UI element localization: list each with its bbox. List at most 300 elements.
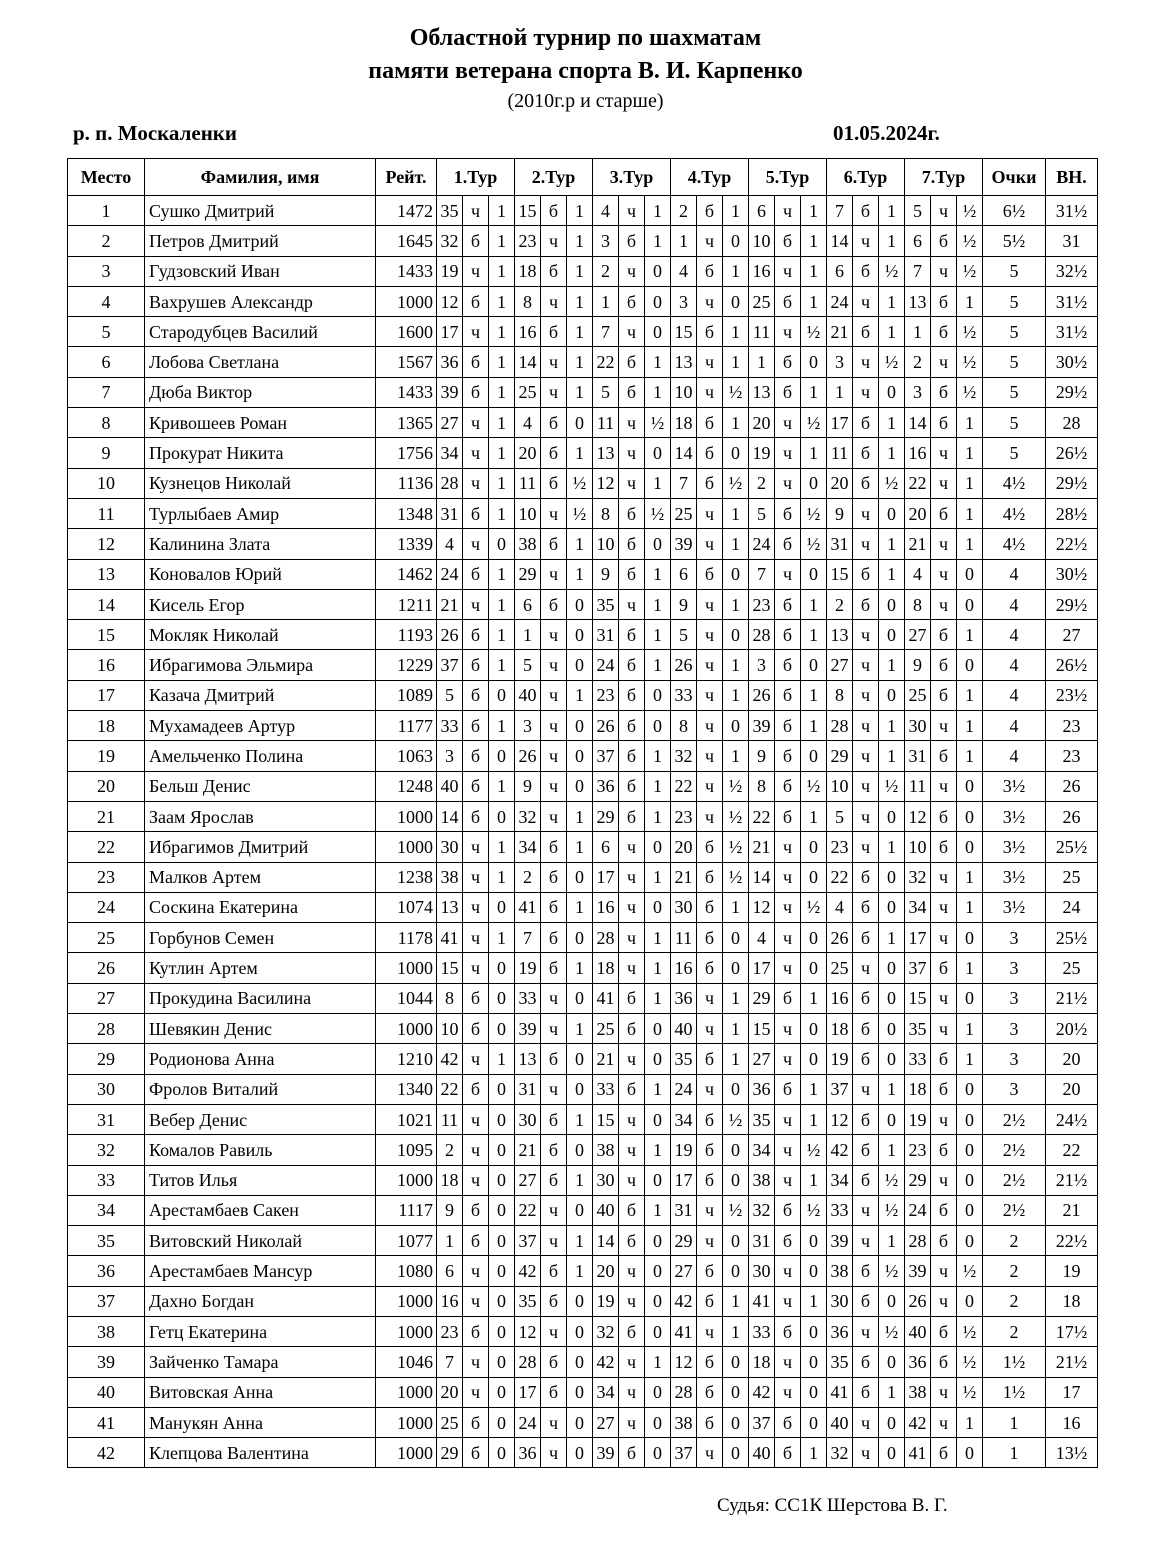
opponent-cell: 26: [437, 620, 463, 650]
opponent-cell: 37: [515, 1226, 541, 1256]
color-cell: б: [853, 438, 879, 468]
rating-cell: 1193: [376, 620, 437, 650]
result-cell: 0: [879, 1014, 905, 1044]
result-cell: 0: [957, 1074, 983, 1104]
opponent-cell: 25: [749, 286, 775, 316]
opponent-cell: 37: [437, 650, 463, 680]
result-cell: 0: [489, 1226, 515, 1256]
result-cell: 0: [489, 741, 515, 771]
result-cell: 1: [879, 286, 905, 316]
points-cell: 2: [983, 1286, 1046, 1316]
color-cell: б: [853, 559, 879, 589]
table-row: [68, 1104, 1098, 1134]
opponent-cell: 31: [671, 1195, 697, 1225]
color-cell: б: [541, 1135, 567, 1165]
opponent-cell: 4: [593, 196, 619, 226]
opponent-cell: 31: [905, 741, 931, 771]
result-cell: 0: [801, 650, 827, 680]
opponent-cell: 9: [749, 741, 775, 771]
result-cell: 1: [567, 347, 593, 377]
color-cell: ч: [619, 1407, 645, 1437]
result-cell: ½: [723, 862, 749, 892]
color-cell: ч: [463, 317, 489, 347]
result-cell: ½: [879, 1165, 905, 1195]
opponent-cell: 10: [515, 498, 541, 528]
place-cell: 24: [68, 892, 145, 922]
opponent-cell: 6: [593, 832, 619, 862]
color-cell: ч: [853, 347, 879, 377]
result-cell: 0: [957, 1195, 983, 1225]
color-cell: б: [931, 408, 957, 438]
result-cell: 1: [489, 438, 515, 468]
result-cell: 0: [567, 1044, 593, 1074]
result-cell: 1: [645, 801, 671, 831]
result-cell: 0: [645, 529, 671, 559]
result-cell: 1: [957, 1044, 983, 1074]
result-cell: 1: [723, 1316, 749, 1346]
opponent-cell: 39: [827, 1226, 853, 1256]
result-cell: 1: [645, 1347, 671, 1377]
result-cell: ½: [801, 529, 827, 559]
color-cell: б: [931, 801, 957, 831]
place-cell: 7: [68, 377, 145, 407]
opponent-cell: 13: [749, 377, 775, 407]
result-cell: ½: [957, 196, 983, 226]
result-cell: 0: [801, 1044, 827, 1074]
opponent-cell: 22: [593, 347, 619, 377]
color-cell: б: [697, 438, 723, 468]
color-cell: б: [931, 1195, 957, 1225]
opponent-cell: 41: [827, 1377, 853, 1407]
color-cell: ч: [775, 317, 801, 347]
opponent-cell: 32: [671, 741, 697, 771]
rating-cell: 1000: [376, 1286, 437, 1316]
result-cell: ½: [801, 1195, 827, 1225]
result-cell: 0: [957, 1286, 983, 1316]
result-cell: 1: [489, 650, 515, 680]
color-cell: б: [697, 408, 723, 438]
opponent-cell: 38: [749, 1165, 775, 1195]
color-cell: ч: [697, 347, 723, 377]
color-cell: б: [775, 1438, 801, 1468]
opponent-cell: 13: [593, 438, 619, 468]
result-cell: 1: [879, 741, 905, 771]
result-cell: 1: [879, 711, 905, 741]
result-cell: 0: [489, 529, 515, 559]
table-row: [68, 347, 1098, 377]
color-cell: ч: [931, 711, 957, 741]
color-cell: б: [541, 1377, 567, 1407]
color-cell: б: [619, 1074, 645, 1104]
points-cell: 3: [983, 953, 1046, 983]
header-row: [68, 159, 1098, 196]
result-cell: 0: [567, 1135, 593, 1165]
table-row: [68, 1377, 1098, 1407]
result-cell: 1: [879, 1377, 905, 1407]
color-cell: ч: [853, 1407, 879, 1437]
opponent-cell: 22: [515, 1195, 541, 1225]
result-cell: 1: [645, 771, 671, 801]
place-cell: 11: [68, 498, 145, 528]
color-cell: б: [931, 1226, 957, 1256]
result-cell: 1: [801, 256, 827, 286]
opponent-cell: 15: [437, 953, 463, 983]
buchholz-cell: 23: [1046, 741, 1098, 771]
opponent-cell: 30: [827, 1286, 853, 1316]
result-cell: 1: [957, 892, 983, 922]
opponent-cell: 37: [593, 741, 619, 771]
color-cell: б: [853, 1044, 879, 1074]
place-cell: 4: [68, 286, 145, 316]
opponent-cell: 17: [671, 1165, 697, 1195]
color-cell: ч: [931, 923, 957, 953]
result-cell: 0: [801, 741, 827, 771]
color-cell: ч: [619, 923, 645, 953]
header-round-2: 2.Тур: [515, 159, 593, 196]
color-cell: б: [463, 1014, 489, 1044]
table-row: [68, 832, 1098, 862]
result-cell: 1: [723, 1044, 749, 1074]
result-cell: 0: [489, 1286, 515, 1316]
points-cell: 2: [983, 1316, 1046, 1346]
color-cell: ч: [463, 196, 489, 226]
opponent-cell: 24: [515, 1407, 541, 1437]
table-row: [68, 741, 1098, 771]
subtitle: (2010г.р и старше): [507, 90, 664, 112]
color-cell: ч: [775, 1286, 801, 1316]
opponent-cell: 25: [437, 1407, 463, 1437]
buchholz-cell: 21: [1046, 1195, 1098, 1225]
color-cell: б: [697, 317, 723, 347]
color-cell: ч: [619, 1377, 645, 1407]
result-cell: 1: [645, 983, 671, 1013]
opponent-cell: 34: [437, 438, 463, 468]
result-cell: 1: [879, 408, 905, 438]
table-row: [68, 438, 1098, 468]
opponent-cell: 36: [827, 1316, 853, 1346]
result-cell: 0: [567, 1377, 593, 1407]
color-cell: ч: [541, 983, 567, 1013]
color-cell: ч: [853, 650, 879, 680]
opponent-cell: 32: [515, 801, 541, 831]
rating-cell: 1044: [376, 983, 437, 1013]
color-cell: б: [541, 468, 567, 498]
result-cell: ½: [801, 408, 827, 438]
color-cell: б: [619, 1226, 645, 1256]
points-cell: 4½: [983, 468, 1046, 498]
table-row: [68, 529, 1098, 559]
result-cell: ½: [801, 892, 827, 922]
result-cell: 0: [879, 983, 905, 1013]
color-cell: ч: [697, 680, 723, 710]
opponent-cell: 38: [671, 1407, 697, 1437]
opponent-cell: 11: [749, 317, 775, 347]
result-cell: 1: [567, 1104, 593, 1134]
result-cell: 1: [723, 650, 749, 680]
result-cell: 1: [801, 286, 827, 316]
color-cell: ч: [931, 589, 957, 619]
rating-cell: 1178: [376, 923, 437, 953]
opponent-cell: 12: [749, 892, 775, 922]
color-cell: б: [775, 498, 801, 528]
result-cell: 1: [879, 226, 905, 256]
result-cell: 0: [723, 1438, 749, 1468]
opponent-cell: 23: [749, 589, 775, 619]
opponent-cell: 28: [671, 1377, 697, 1407]
result-cell: ½: [879, 771, 905, 801]
buchholz-cell: 17½: [1046, 1316, 1098, 1346]
result-cell: 1: [957, 1014, 983, 1044]
result-cell: ½: [879, 256, 905, 286]
player-name-cell: Стародубцев Василий: [145, 317, 376, 347]
result-cell: 1: [801, 1165, 827, 1195]
color-cell: б: [931, 317, 957, 347]
opponent-cell: 35: [749, 1104, 775, 1134]
player-name-cell: Манукян Анна: [145, 1407, 376, 1437]
color-cell: б: [697, 923, 723, 953]
opponent-cell: 9: [593, 559, 619, 589]
opponent-cell: 35: [593, 589, 619, 619]
opponent-cell: 40: [827, 1407, 853, 1437]
result-cell: 1: [567, 1014, 593, 1044]
color-cell: б: [541, 438, 567, 468]
opponent-cell: 25: [593, 1014, 619, 1044]
result-cell: 0: [567, 650, 593, 680]
result-cell: 0: [957, 1135, 983, 1165]
table-row: [68, 801, 1098, 831]
opponent-cell: 19: [515, 953, 541, 983]
result-cell: ½: [723, 832, 749, 862]
result-cell: 1: [489, 317, 515, 347]
result-cell: 1: [801, 1286, 827, 1316]
table-row: [68, 711, 1098, 741]
place-cell: 28: [68, 1014, 145, 1044]
color-cell: ч: [541, 1195, 567, 1225]
opponent-cell: 20: [437, 1377, 463, 1407]
table-row: [68, 620, 1098, 650]
result-cell: 1: [567, 529, 593, 559]
color-cell: ч: [697, 589, 723, 619]
opponent-cell: 31: [827, 529, 853, 559]
color-cell: ч: [619, 256, 645, 286]
result-cell: 1: [723, 983, 749, 1013]
opponent-cell: 14: [515, 347, 541, 377]
opponent-cell: 8: [515, 286, 541, 316]
color-cell: б: [619, 347, 645, 377]
result-cell: 1: [879, 1074, 905, 1104]
color-cell: ч: [541, 771, 567, 801]
result-cell: 1: [567, 953, 593, 983]
color-cell: ч: [541, 1316, 567, 1346]
opponent-cell: 32: [593, 1316, 619, 1346]
opponent-cell: 21: [749, 832, 775, 862]
header-round-6: 6.Тур: [827, 159, 905, 196]
opponent-cell: 34: [671, 1104, 697, 1134]
color-cell: ч: [463, 589, 489, 619]
result-cell: 1: [957, 408, 983, 438]
buchholz-cell: 19: [1046, 1256, 1098, 1286]
result-cell: 1: [879, 438, 905, 468]
color-cell: ч: [619, 1347, 645, 1377]
result-cell: 0: [801, 1226, 827, 1256]
result-cell: ½: [723, 801, 749, 831]
opponent-cell: 30: [905, 711, 931, 741]
table-row: [68, 256, 1098, 286]
opponent-cell: 2: [671, 196, 697, 226]
color-cell: б: [775, 801, 801, 831]
result-cell: 0: [567, 1407, 593, 1437]
result-cell: 1: [489, 559, 515, 589]
opponent-cell: 34: [593, 1377, 619, 1407]
opponent-cell: 40: [905, 1316, 931, 1346]
player-name-cell: Прокудина Василина: [145, 983, 376, 1013]
opponent-cell: 1: [905, 317, 931, 347]
color-cell: ч: [931, 559, 957, 589]
table-row: [68, 408, 1098, 438]
opponent-cell: 29: [437, 1438, 463, 1468]
opponent-cell: 12: [671, 1347, 697, 1377]
player-name-cell: Кузнецов Николай: [145, 468, 376, 498]
points-cell: 3½: [983, 862, 1046, 892]
result-cell: 0: [879, 1104, 905, 1134]
color-cell: б: [931, 650, 957, 680]
opponent-cell: 37: [749, 1407, 775, 1437]
result-cell: 1: [645, 862, 671, 892]
color-cell: б: [619, 498, 645, 528]
place-cell: 32: [68, 1135, 145, 1165]
table-row: [68, 468, 1098, 498]
color-cell: б: [619, 559, 645, 589]
place-cell: 23: [68, 862, 145, 892]
result-cell: 0: [957, 1226, 983, 1256]
color-cell: ч: [931, 1286, 957, 1316]
color-cell: ч: [697, 1074, 723, 1104]
color-cell: ч: [463, 529, 489, 559]
opponent-cell: 24: [671, 1074, 697, 1104]
color-cell: б: [619, 680, 645, 710]
color-cell: ч: [931, 347, 957, 377]
result-cell: ½: [723, 377, 749, 407]
judge-signature-line: Судья: СС1К Шерстова В. Г.: [717, 1495, 948, 1516]
player-name-cell: Клепцова Валентина: [145, 1438, 376, 1468]
result-cell: 1: [801, 196, 827, 226]
rating-cell: 1089: [376, 680, 437, 710]
points-cell: 4: [983, 711, 1046, 741]
points-cell: 4: [983, 589, 1046, 619]
player-name-cell: Комалов Равиль: [145, 1135, 376, 1165]
opponent-cell: 28: [905, 1226, 931, 1256]
color-cell: б: [463, 226, 489, 256]
color-cell: б: [541, 1044, 567, 1074]
result-cell: 0: [957, 801, 983, 831]
opponent-cell: 29: [749, 983, 775, 1013]
opponent-cell: 19: [749, 438, 775, 468]
table-row: [68, 1438, 1098, 1468]
opponent-cell: 33: [515, 983, 541, 1013]
opponent-cell: 16: [749, 256, 775, 286]
opponent-cell: 32: [749, 1195, 775, 1225]
color-cell: б: [463, 741, 489, 771]
player-name-cell: Ибрагимов Дмитрий: [145, 832, 376, 862]
points-cell: 2½: [983, 1165, 1046, 1195]
opponent-cell: 40: [671, 1014, 697, 1044]
result-cell: 1: [723, 892, 749, 922]
result-cell: 0: [957, 771, 983, 801]
color-cell: б: [853, 1347, 879, 1377]
table-row: [68, 1347, 1098, 1377]
result-cell: ½: [723, 771, 749, 801]
result-cell: 0: [567, 1195, 593, 1225]
result-cell: 1: [723, 589, 749, 619]
result-cell: 0: [645, 286, 671, 316]
title-line-2: памяти ветерана спорта В. И. Карпенко: [368, 58, 803, 84]
opponent-cell: 22: [827, 862, 853, 892]
opponent-cell: 37: [905, 953, 931, 983]
result-cell: 1: [489, 589, 515, 619]
color-cell: б: [775, 529, 801, 559]
color-cell: б: [853, 1377, 879, 1407]
points-cell: 3½: [983, 801, 1046, 831]
result-cell: ½: [645, 498, 671, 528]
result-cell: 0: [567, 1286, 593, 1316]
color-cell: ч: [619, 317, 645, 347]
place-cell: 36: [68, 1256, 145, 1286]
result-cell: ½: [567, 468, 593, 498]
player-name-cell: Кривошеев Роман: [145, 408, 376, 438]
opponent-cell: 7: [905, 256, 931, 286]
rating-cell: 1433: [376, 256, 437, 286]
result-cell: 1: [801, 589, 827, 619]
opponent-cell: 24: [749, 529, 775, 559]
opponent-cell: 13: [437, 892, 463, 922]
opponent-cell: 1: [827, 377, 853, 407]
place-cell: 16: [68, 650, 145, 680]
result-cell: 0: [567, 408, 593, 438]
result-cell: 1: [723, 317, 749, 347]
buchholz-cell: 22½: [1046, 529, 1098, 559]
header-name: Фамилия, имя: [145, 159, 376, 196]
color-cell: ч: [541, 680, 567, 710]
opponent-cell: 20: [671, 832, 697, 862]
result-cell: 0: [645, 317, 671, 347]
color-cell: б: [697, 1044, 723, 1074]
buchholz-cell: 30½: [1046, 347, 1098, 377]
opponent-cell: 9: [905, 650, 931, 680]
player-name-cell: Соскина Екатерина: [145, 892, 376, 922]
result-cell: 1: [801, 438, 827, 468]
opponent-cell: 28: [437, 468, 463, 498]
table-row: [68, 771, 1098, 801]
result-cell: 1: [489, 226, 515, 256]
player-name-cell: Гудзовский Иван: [145, 256, 376, 286]
opponent-cell: 42: [749, 1377, 775, 1407]
color-cell: ч: [463, 1104, 489, 1134]
color-cell: б: [619, 741, 645, 771]
color-cell: б: [853, 1165, 879, 1195]
result-cell: 0: [723, 1135, 749, 1165]
result-cell: 0: [645, 1377, 671, 1407]
color-cell: ч: [775, 408, 801, 438]
color-cell: б: [931, 498, 957, 528]
color-cell: б: [619, 771, 645, 801]
result-cell: 1: [489, 1044, 515, 1074]
opponent-cell: 3: [671, 286, 697, 316]
points-cell: 4: [983, 680, 1046, 710]
result-cell: 1: [801, 680, 827, 710]
rating-cell: 1210: [376, 1044, 437, 1074]
result-cell: 1: [567, 832, 593, 862]
result-cell: 0: [645, 1044, 671, 1074]
